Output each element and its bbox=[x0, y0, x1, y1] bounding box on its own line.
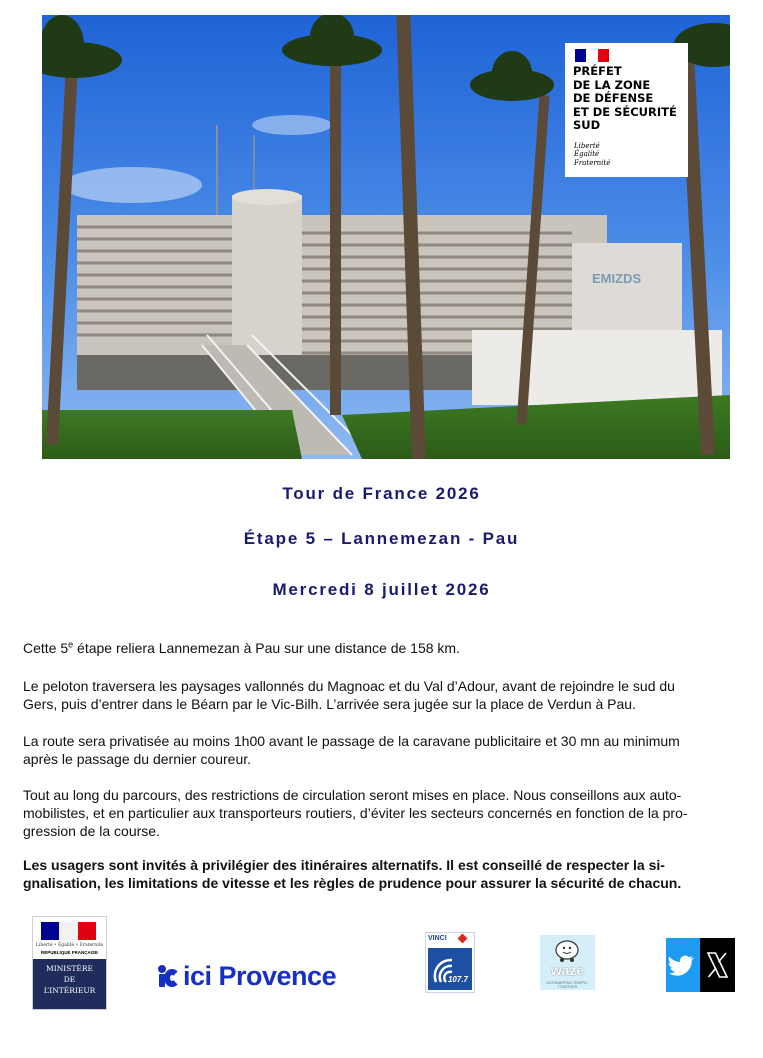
date-title: Mercredi 8 juillet 2026 bbox=[272, 580, 491, 599]
prefet-badge bbox=[565, 43, 688, 177]
waze-tagline: OUTSMARTING TRAFFIC, TOGETHER bbox=[546, 981, 589, 989]
paragraph-route bbox=[23, 677, 743, 713]
ministry-line: L’INTÉRIEUR bbox=[43, 986, 96, 995]
text-line: Les usagers sont invités à privilégier des itinéraires alternatifs. Il est conseillé de respecter la si- bbox=[23, 857, 665, 873]
vinci-autoroutes-radio-logo bbox=[425, 932, 475, 993]
paragraph-advice bbox=[23, 856, 743, 892]
text-line: après le passage du dernier coureur. bbox=[23, 751, 252, 767]
text-line: gnalisation, les limitations de vitesse et les règles de prudence pour assurer la sécurité de chacun. bbox=[23, 875, 682, 891]
twitter-icon bbox=[666, 938, 700, 992]
ministry-line: DE bbox=[63, 975, 76, 984]
marianne-flag-icon bbox=[41, 922, 96, 940]
ministry-republic: RÉPUBLIQUE FRANÇAISE bbox=[40, 950, 98, 955]
prefet-motto bbox=[574, 142, 610, 167]
waze-icon bbox=[540, 935, 595, 965]
social-logos bbox=[666, 938, 735, 992]
vinci-diamond-icon bbox=[458, 934, 468, 944]
prefet-line: PRÉFET bbox=[573, 64, 622, 78]
text-line: Tout au long du parcours, des restrictions de circulation seront mises en place. Nous conseillons aux auto- bbox=[23, 787, 682, 803]
paragraph-closure bbox=[23, 732, 743, 768]
text-line: mobilistes, et en particulier aux transporteurs routiers, d’éviter les secteurs concernés en fonction de la pro- bbox=[23, 805, 688, 821]
text-line: La route sera privatisée au moins 1h00 avant le passage de la caravane publicitaire et 30 mn au minimum bbox=[23, 733, 680, 749]
paragraph-distance bbox=[23, 639, 743, 657]
radio-wave-icon bbox=[428, 948, 472, 990]
ministere-interieur-logo bbox=[32, 916, 107, 1010]
waze-logo bbox=[540, 935, 595, 990]
stage-title: Étape 5 – Lannemezan - Pau bbox=[243, 529, 520, 548]
page-title: Tour de France 2026 bbox=[282, 484, 481, 503]
ministry-band bbox=[33, 959, 106, 1009]
text-span: étape reliera Lannemezan à Pau sur une distance de 158 km. bbox=[73, 640, 460, 656]
ici-provence-logo bbox=[158, 958, 336, 994]
waze-text: waze bbox=[550, 962, 585, 978]
superscript: e bbox=[68, 639, 74, 650]
ministry-motto: Liberté • Égalité • Fraternité bbox=[35, 943, 104, 948]
paragraph-restrictions bbox=[23, 786, 743, 840]
ministry-line: MINISTÈRE bbox=[46, 964, 93, 973]
motto-line: Égalité bbox=[574, 150, 600, 159]
ici-mark-icon bbox=[158, 965, 180, 987]
text-line: Gers, puis d’entrer dans le Béarn par le Vic-Bilh. L’arrivée sera jugée sur la place de Verdun à Pau. bbox=[23, 696, 636, 712]
motto-line: Liberté bbox=[574, 142, 600, 150]
vinci-brand: VINCI bbox=[428, 935, 447, 942]
radio-frequency: 107.7 bbox=[447, 975, 468, 984]
text-span: Cette 5 bbox=[23, 640, 69, 656]
prefet-name bbox=[573, 65, 685, 133]
text-line: gression de la course. bbox=[23, 823, 160, 839]
prefet-line: DE LA ZONE bbox=[573, 77, 651, 92]
french-flag-icon bbox=[575, 49, 609, 62]
prefet-line: SUD bbox=[573, 118, 601, 132]
prefet-line: ET DE SÉCURITÉ bbox=[573, 104, 677, 119]
building-sign: EMIZDS bbox=[592, 271, 642, 286]
text-line: Le peloton traversera les paysages vallonnés du Magnoac et du Val d’Adour, avant de rejoindre le sud du bbox=[23, 678, 675, 694]
motto-line: Fraternité bbox=[574, 158, 611, 167]
x-icon bbox=[700, 938, 735, 992]
prefet-line: DE DÉFENSE bbox=[573, 91, 654, 105]
ici-provence-text: ici Provence bbox=[183, 960, 337, 991]
